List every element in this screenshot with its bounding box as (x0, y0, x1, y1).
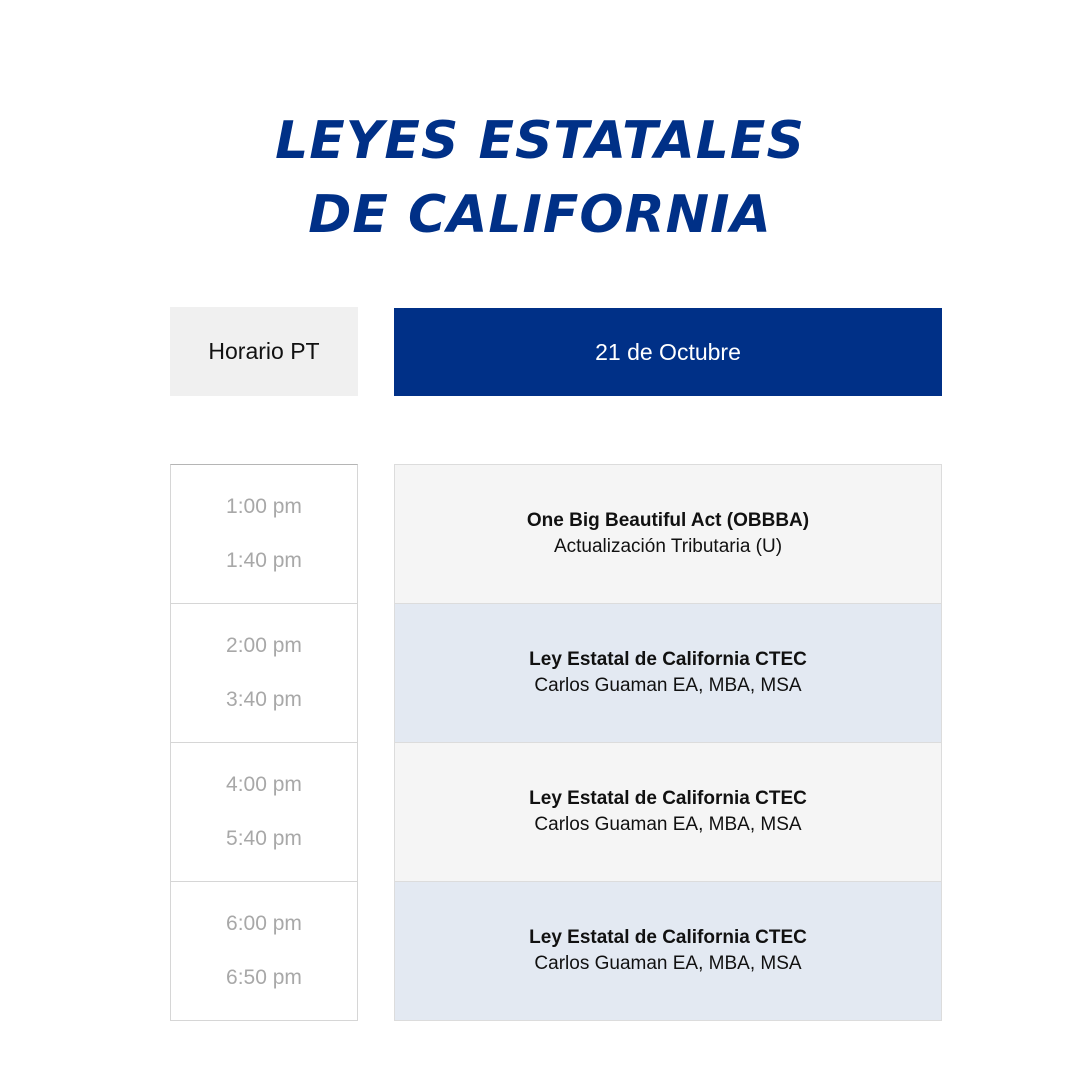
time-end: 5:40 pm (226, 827, 302, 850)
time-column (170, 464, 358, 1021)
page-title (0, 104, 1080, 252)
session-subtitle: Carlos Guaman EA, MBA, MSA (534, 675, 802, 696)
time-slot (170, 464, 358, 604)
time-slot (170, 742, 358, 882)
time-slot (170, 881, 358, 1021)
time-slot (170, 603, 358, 743)
time-start: 4:00 pm (226, 773, 302, 796)
time-start: 2:00 pm (226, 634, 302, 657)
date-column-header: 21 de Octubre (394, 308, 942, 396)
session-subtitle: Actualización Tributaria (U) (553, 536, 783, 557)
session-row (394, 742, 942, 882)
time-end: 3:40 pm (226, 688, 302, 711)
page-title-line-1: LEYES ESTATALES (275, 111, 805, 171)
time-end: 1:40 pm (226, 549, 302, 572)
time-end: 6:50 pm (226, 966, 302, 989)
time-start: 6:00 pm (226, 912, 302, 935)
session-title: Ley Estatal de California CTEC (529, 927, 807, 948)
session-subtitle: Carlos Guaman EA, MBA, MSA (534, 953, 802, 974)
time-column-header: Horario PT (170, 307, 358, 396)
session-title: One Big Beautiful Act (OBBBA) (526, 510, 810, 531)
session-title: Ley Estatal de California CTEC (529, 649, 807, 670)
time-start: 1:00 pm (226, 495, 302, 518)
session-subtitle: Carlos Guaman EA, MBA, MSA (534, 814, 802, 835)
session-row (394, 881, 942, 1021)
page-title-line-2: DE CALIFORNIA (308, 185, 772, 245)
session-row (394, 603, 942, 743)
session-title: Ley Estatal de California CTEC (529, 788, 807, 809)
session-row (394, 464, 942, 604)
session-column (394, 464, 942, 1021)
